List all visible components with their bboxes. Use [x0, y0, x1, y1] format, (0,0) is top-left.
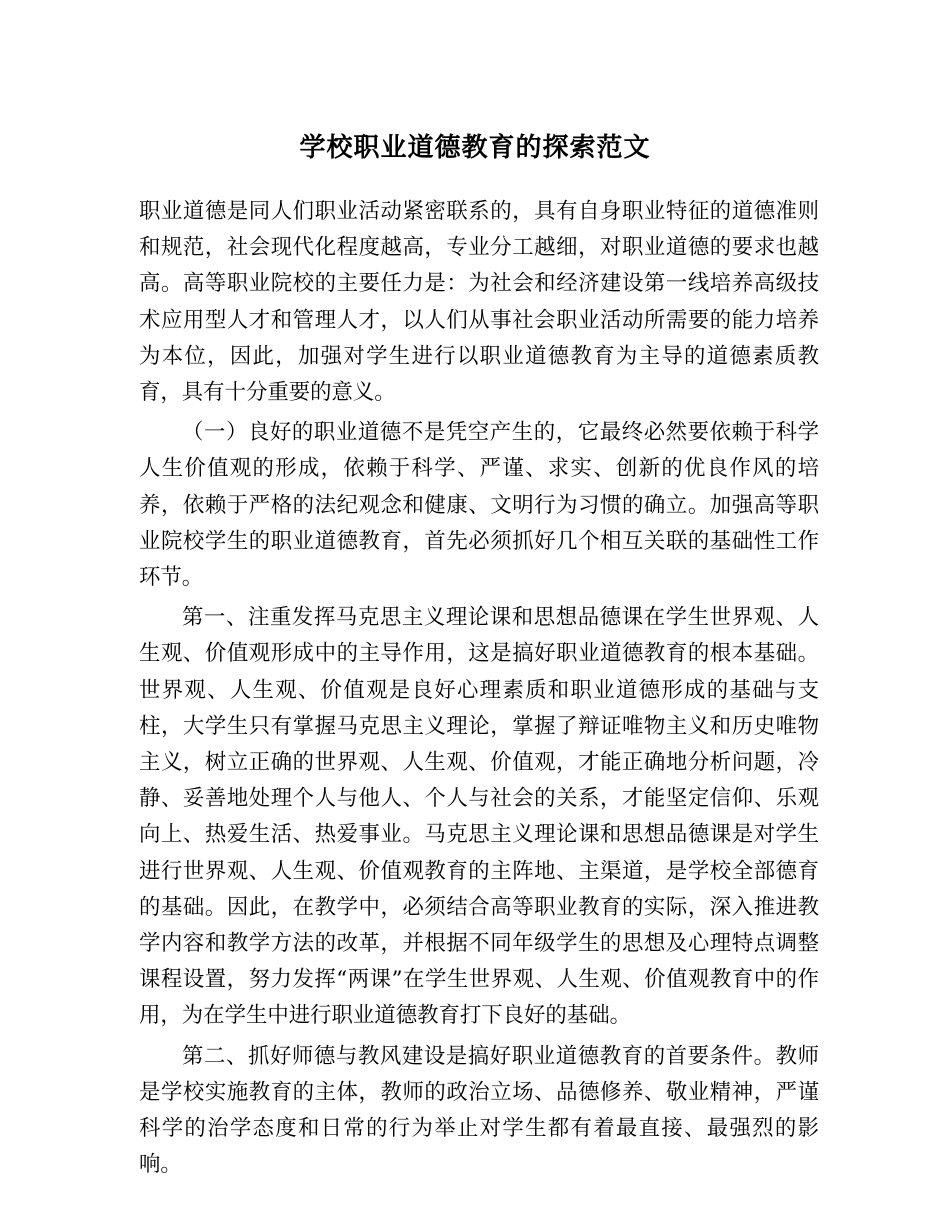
paragraph-section-one: （一）良好的职业道德不是凭空产生的，它最终必然要依赖于科学人生价值观的形成，依赖于科学、严谨、求实、创新的优良作风的培养，依赖于严格的法纪观念和健康、文明行为习惯的确立。加强高等职业院校学生的职业道德教育，首先必须抓好几个相互关联的基础性工作环节。 [139, 420, 819, 591]
document-body [139, 194, 819, 1187]
paragraph-intro: 职业道德是同人们职业活动紧密联系的，具有自身职业特征的道德准则和规范，社会现代化程度越高，专业分工越细，对职业道德的要求也越高。高等职业院校的主要任力是：为社会和经济建设第一线培养高级技术应用型人才和管理人才，以人们从事社会职业活动所需要的能力培养为本位，因此，加强对学生进行以职业道德教育为主导的道德素质教育，具有十分重要的意义。 [139, 199, 819, 406]
paragraph-point-two: 第二、抓好师德与教风建设是搞好职业道德教育的首要条件。教师是学校实施教育的主体，教师的政治立场、品德修养、敬业精神，严谨科学的治学态度和日常的行为举止对学生都有着最直接、最强烈的影响。 [139, 1043, 819, 1178]
document-title: 学校职业道德教育的探索范文 [299, 133, 651, 163]
paragraph-point-one: 第一、注重发挥马克思主义理论课和思想品德课在学生世界观、人生观、价值观形成中的主导作用，这是搞好职业道德教育的根本基础。世界观、人生观、价值观是良好心理素质和职业道德形成的基础与支柱，大学生只有掌握马克思主义理论，掌握了辩证唯物主义和历史唯物主义，树立正确的世界观、人生观、价值观，才能正确地分析问题，冷静、妥善地处理个人与他人、个人与社会的关系，才能坚定信仰、乐观向上、热爱生活、热爱事业。马克思主义理论课和思想品德课是对学生进行世界观、人生观、价值观教育的主阵地、主渠道，是学校全部德育的基础。因此，在教学中，必须结合高等职业教育的实际，深入推进教学内容和教学方法的改革，并根据不同年级学生的思想及心理特点调整课程设置，努力发挥“两课”在学生世界观、人生观、价值观教育中的作用，为在学生中进行职业道德教育打下良好的基础。 [139, 605, 819, 1029]
